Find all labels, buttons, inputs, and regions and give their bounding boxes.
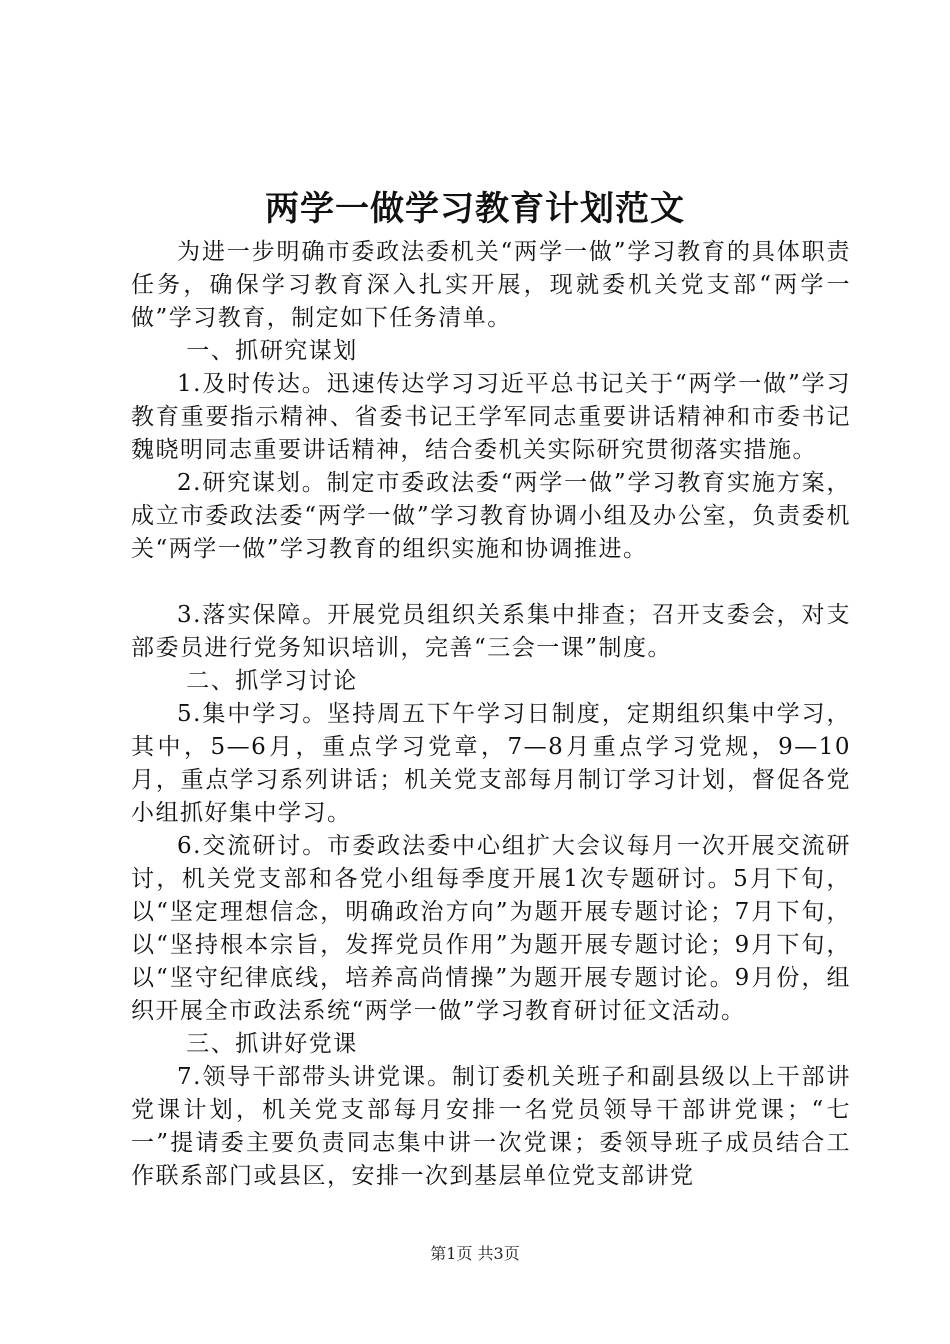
paragraph-item-7: 7.领导干部带头讲党课。制订委机关班子和副县级以上干部讲党课计划，机关党支部每月安排一名党员领导干部讲党课；“七一”提请委主要负责同志集中讲一次党课；委领导班子成员结合工作联系部门或县区，安排一次到基层单位党支部讲党 [131, 1064, 851, 1189]
page-footer: 第1页 共3页 [430, 1244, 520, 1263]
document-title: 两学一做学习教育计划范文 [265, 189, 685, 229]
paragraph-item-3: 3.落实保障。开展党员组织关系集中排查；召开支委会，对支部委员进行党务知识培训，完善“三会一课”制度。 [131, 602, 851, 661]
document-body [131, 236, 851, 1193]
paragraph-item-2: 2.研究谋划。制定市委政法委“两学一做”学习教育实施方案，成立市委政法委“两学一做”学习教育协调小组及办公室，负责委机关“两学一做”学习教育的组织实施和协调推进。 [131, 470, 851, 562]
paragraph-item-6: 6.交流研讨。市委政法委中心组扩大会议每月一次开展交流研讨，机关党支部和各党小组每季度开展1次专题研讨。5月下旬，以“坚定理想信念，明确政治方向”为题开展专题讨论；7月下旬，以“坚持根本宗旨，发挥党员作用”为题开展专题讨论；9月下旬，以“坚守纪律底线，培养高尚情操”为题开展专题讨论。9月份，组织开展全市政法系统“两学一做”学习教育研讨征文活动。 [131, 833, 851, 1024]
section-heading-2: 二、抓学习讨论 [186, 668, 358, 694]
intro-paragraph: 为进一步明确市委政法委机关“两学一做”学习教育的具体职责任务，确保学习教育深入扎实开展，现就委机关党支部“两学一做”学习教育，制定如下任务清单。 [131, 239, 851, 331]
section-heading-3: 三、抓讲好党课 [186, 1031, 358, 1057]
paragraph-item-1: 1.及时传达。迅速传达学习习近平总书记关于“两学一做”学习教育重要指示精神、省委书记王学军同志重要讲话精神和市委书记魏晓明同志重要讲话精神，结合委机关实际研究贯彻落实措施。 [131, 371, 851, 463]
paragraph-item-5: 5.集中学习。坚持周五下午学习日制度，定期组织集中学习，其中，5—6月，重点学习党章，7—8月重点学习党规，9—10月，重点学习系列讲话；机关党支部每月制订学习计划，督促各党小组抓好集中学习。 [131, 701, 851, 826]
section-heading-1: 一、抓研究谋划 [186, 338, 358, 364]
